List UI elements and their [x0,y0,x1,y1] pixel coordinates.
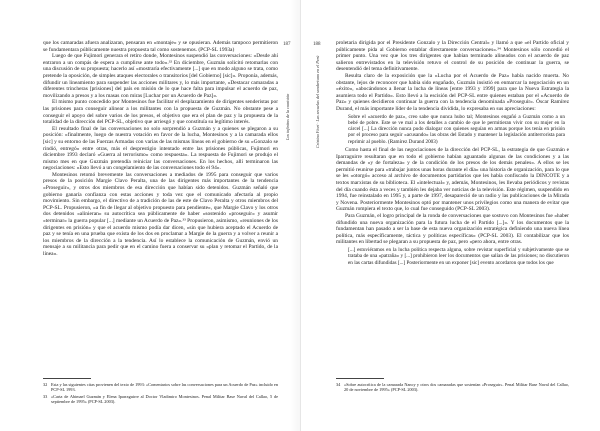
right-page [300,0,600,431]
footnote [43,394,278,405]
footnote-mark: 34 [336,382,341,387]
body-text [43,40,278,258]
paragraph: proletaria dirigida por el Presidente Gonzalo y la Dirección Central» y llamó a que «el Partido oficial y públicamente pida al Gobierno entablar directamente conversaciones».³⁴ Montesinos sólo concedió el primer punto. Una vez que los tres dirigentes que habían terminado alineados con el acuerdo de paz salieron entrevistados en la televisión retuvo el control de su posición de continuar la guerra, se desentendió del tema definitivamente. [336,40,569,73]
footnote [336,382,569,393]
paragraph: El resultado final de las conversaciones no solo sorprendió a Guzmán y a quienes se plegaron a su posición: «finalmente, luego de nuestra votación en favor de la lucha, Montesinos y a la camarada ellos [sic] y su entorno de las Fuerzas Armadas con varias de las mismas líneas en el gobierno de su «Gonzalo se rindió, entregó» entre otras, más el desprestigio intentado entre las prisiones públicas, Fujimori en diciembre 1993 declaró «Guerra al terrorismo» como respuesta». La respuesta de Fujimori se produjo el mismo mes en que Guzmán pretendía reiniciar las conversaciones. En los hechos, allí terminaron las negociaciones: «Esto llevó a un congelamiento de las conversaciones todo el 94». [43,125,278,172]
page-number: 187 [283,42,291,47]
page-number: 188 [313,42,321,47]
paragraph: El mismo punto concedido por Montesinos fue facilitar el desplazamiento de dirigentes senderistas por las prisiones para conseguir alinear a los militantes con la propuesta de Guzmán. No obstante pese a conseguir el apoyo del sobre varios de los presos, el objetivo que era el plan de paz y la propuesta de la totalidad de la dirección del PCP-SL, objetivo que arriesgó y que constituía su legítimo interés. [43,99,278,126]
block-quote: Sobre el «acuerdo de paz», creo sabe que nunca hubo tal; Montesinos engañó a Guzmán como a un bebé de pobre. Este se ve mal a los detalles a cambio de que le permitieran vivir con su mujer en la cárcel [...] La dirección nunca pudo dialogar con quienes seguían en armas porque los tenía en prisión por el proceso para seguir «acusando» las obras del Estado y mantener la legislación antiterrorista para reprimir al pueblo. (Ramírez Durand 2003) [348,113,565,145]
paragraph: Montesinos retomó brevemente las conversaciones a mediados de 1995 para conseguir que varios presos de la posición Margie Clavo Peralta, una de las dirigentes más importantes de la tendencia «Proseguir», y otros dos miembros de esa dirección que habían sido detenidos. Guzmán señaló que gobierno ganaría confianza con estas acciones y toda vez que el comunicado afectaría al propio movimiento. Sin embargo, el directivo de a tradición de las de este de Clavo Peralta y otros miembros del PCP-SL. Propusieron, «a fin de llegar al objetivo propuesto para pendiente», que Margie Clavo y los otros dos detenidos «alinieran» su autocrítica sea públicamente de haber «sostenido «proseguir» y asumir «terminar» la guerra popular [...] mediante un Acuerdo de Paz».³³ Propusieron, asimismo, «reuniones de los dirigentes en prisión» y que el acuerdo mismo podía dar dicen, «sin que hubiera aceptado el Acuerdo de paz y se tenía en una prueba que exista de los dos en proclamar a Margie de la guerra y a volver a reunir a los miembros de la dirección a la tendencia. Así lo establece la comunicación de Guzmán, envió un mensaje a su militancia para pedir que en el camino fuera a conservar su «plan y retomar el Partido, de la línea». [43,171,278,257]
body-text [336,40,569,267]
footnote-mark: 32 [43,382,48,387]
footnote-text: Esta y las siguientes citas provienen del texto de 1993: «Comentarios sobre las conversaciones para un Acuerdo de Paz» incluido en PCP-SL 1993. [51,382,278,393]
footnote [43,382,278,393]
footnote-separator [336,378,384,379]
running-head: Los infinitos de la comisión [285,93,290,140]
running-head: Cristina Fiori · Las secuelas del senderismo en el Perú [315,55,320,148]
paragraph: Luego de que Fujimori generara el retiro donde, Montesinos suspendió las conversaciones: «Desde ahí entraron a un compás de espera a cumplirse ante todo».³² En diciembre, Guzmán solicitó retomarlas con una discusión de su propuesta; hacerlo así «mostraría efectivamente [...] que en modo alguno se trata, como pretende la oposición, de simples ataques electorales o transitorios [del Gobierno] [sic]». Proponía, además, difundir un lineamiento para suspender las acciones militares y, lo más importante, «Destacar camaradas a diferentes trincheras [prisiones] del país en misión de lo que hace falta para impulsar el acuerdo de paz, movilizando a presos y a los masas con miras [Luchar por un Acuerdo de Paz]». [43,53,278,99]
block-quote: [...] estuviéramos en la lucha política respecta alguna, sobre revistar superficial y subjetivamente que se trataba de una «patraña» y [...] prohibieron leer los documentos que salían de las prisiones; no discutieron en las cartas difundidas [...] Posteriormente en un exponer [sic] evento acordaron que todos los que [348,246,569,266]
footnote-text: «Carta de Abimael Guzmán y Elena Iparraguirre al Doctor Vladimiro Montesinos. Penal Militar Base Naval del Callao, 5 de septiembre de 1995» (PCP-SL 2003). [51,393,278,405]
paragraph: Como hasta el final de las negociaciones de la dirección del PCP-SL, la estrategia de que Guzmán e Iparraguirre resultaran que en todo el gobierno habían aguantado algunas de las condiciones y a las demandas de «y de fortaleza» y de la condición de los presos de los demás penales». A ellos se les permitió reunirse para «trabajar juntos unas horas durante el día» una historia de organización, para lo que se les «otorgó» acceso al archivo de documentos partidarios que les había confiscado la DINCOTE y a textos marxistas de su biblioteca. El «intelectual» y, además, Montesinos, les llevaba periódicos y revistas del día cuando ésta a veces y también les dejaba ver noticias de la televisión. Este régimen, suspendido en 1994, fue reinstalado en 1995 y, a parte de 1997, desapareció de un radio y las publicaciones de la Mirada y Novena. Posteriormente Montesinos optó por mantener unos privilegios como una manera de evitar que Guzmán rompiera el texto que, lo cual fue conseguido (PCP-SL 2003). [336,147,569,213]
footnote-text: «Sobre autocrítica de la camarada Nancy y otros dos camaradas que sostenían «Proseguir». Penal Militar Base Naval del Callao, 20 de noviembre de 1995» (PCP-SL 2003). [344,382,569,393]
footnote-mark: 33 [43,393,48,399]
binding-shadow [290,0,300,431]
paragraph: Resulta claro de la exposición que la «Lucha por el Acuerdo de Paz» había nacido muerta. No obstante, lejos de reconocer que había sido engañado, Guzmán insistió en enmarcar la negociación en un «éxito», «abocándonos a llenar la lucha de líneas [entre 1993 y 1999] para que la Nueva Estrategia la asumiera todo el Partido». Esto llevó a la escisión del PCP-SL entre quienes estaban por el «Acuerdo de Paz» y quienes decidieron continuar la guerra con la tendencia denominada «Proseguir». Óscar Ramírez Durand, el más importante líder de la tendencia dividida, lo expresaba en sus apreciaciones: [336,72,569,112]
footnotes [43,382,278,406]
paragraph: Para Guzmán, el logro principal de la ronda de conversaciones que sostuvo con Montesinos fue «haber difundido una nueva organización para la futura lucha de el Partido [...]». Y los documentos que la fundamentan han pasado a ser la base de esta nueva organización estratégica definiendo una nueva línea política, más específicamente, táctica y políticas específicas» (PCP-SL 2003). El contabilizar que los militantes en libertad se plegaran a su propuesta de paz, pero «pero ahora, entre otras. [336,212,569,246]
paragraph: que los camaradas afuera analizaran, pensaran en «montaje» y se opusieran. Además tampoco permitieron se fundamentara públicamente nuestra propuesta tal como sostenemos. (PCP-SL 1993a) [43,40,278,53]
footnotes [336,382,569,394]
footnote-separator [43,378,91,379]
